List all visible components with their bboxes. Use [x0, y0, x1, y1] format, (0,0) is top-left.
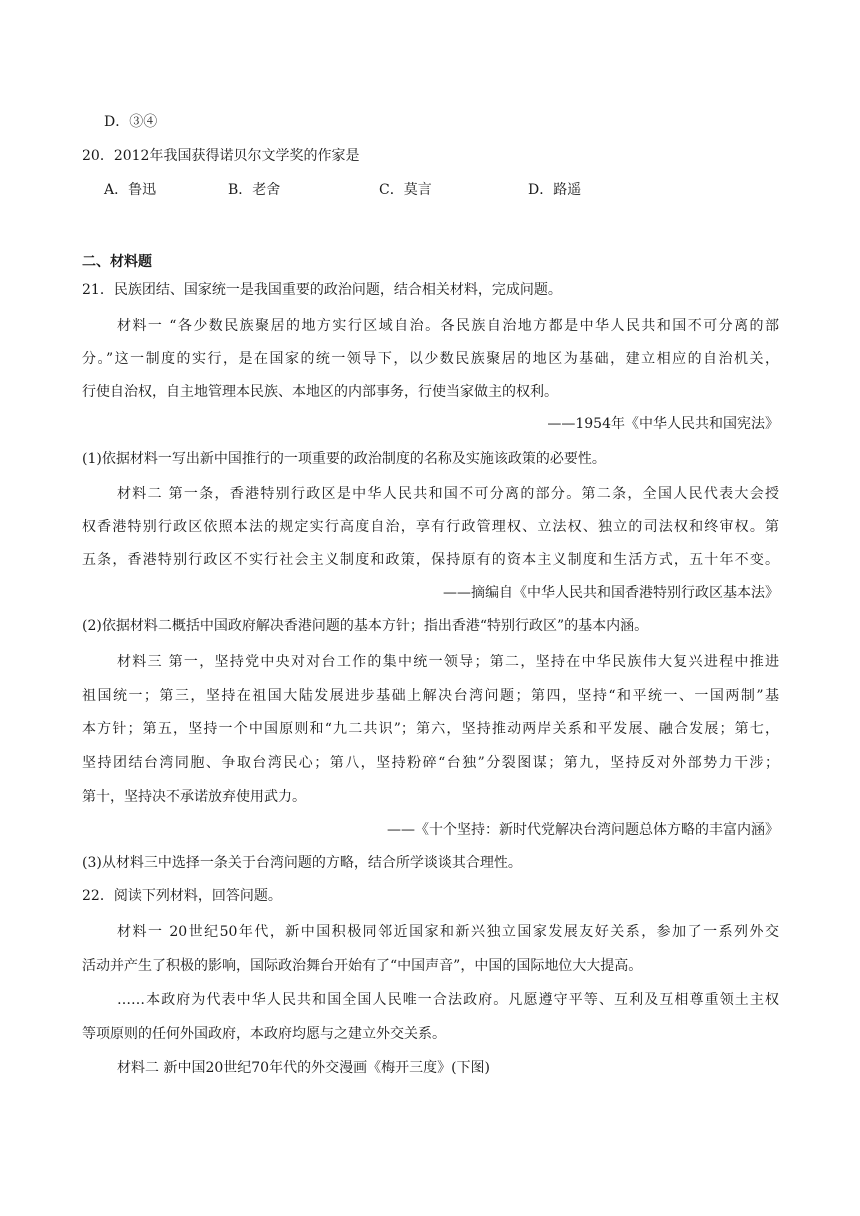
q22-material1-quote-line: ……本政府为代表中华人民共和国全国人民唯一合法政府。凡愿遵守平等、互利及互相尊重领土主权: [117, 992, 779, 1008]
q20-option-d: D．路遥: [528, 182, 582, 198]
q21-material3-source: ——《十个坚持：新时代党解决台湾问题总体方略的丰富内涵》: [387, 822, 779, 838]
q21-material1-line: 材料一 “各少数民族聚居的地方实行区域自治。各民族自治地方都是中华人民共和国不可分离的部: [117, 318, 779, 334]
q22-material2-line: 材料二 新中国20世纪70年代的外交漫画《梅开三度》(下图): [117, 1060, 491, 1076]
q21-stem: 21．民族团结、国家统一是我国重要的政治问题，结合相关材料，完成问题。: [82, 282, 562, 298]
q21-material2-line: 材料二 第一条，香港特别行政区是中华人民共和国不可分离的部分。第二条，全国人民代表大会授: [117, 486, 779, 502]
q21-material2-source: ——摘编自《中华人民共和国香港特别行政区基本法》: [443, 585, 779, 601]
q21-material1-source: ——1954年《中华人民共和国宪法》: [547, 416, 779, 432]
q21-question-1: (1)依据材料一写出新中国推行的一项重要的政治制度的名称及实施该政策的必要性。: [82, 451, 606, 467]
q21-material2-line: 权香港特别行政区依照本法的规定实行高度自治，享有行政管理权、立法权、独立的司法权和终审权。第: [82, 519, 779, 535]
q19-option-d: D．③④: [104, 114, 158, 130]
q21-material1-line: 分。”这一制度的实行，是在国家的统一领导下，以少数民族聚居的地区为基础，建立相应的自治机关，: [82, 351, 779, 367]
section-heading: 二、材料题: [82, 254, 152, 270]
q20-option-b: B．老舍: [228, 182, 281, 198]
q21-material3-line: 材料三 第一，坚持党中央对对台工作的集中统一领导；第二，坚持在中华民族伟大复兴进程中推进: [117, 654, 779, 670]
q21-question-3: (3)从材料三中选择一条关于台湾问题的方略，结合所学谈谈其合理性。: [82, 855, 522, 871]
q22-material1-line: 材料一 20世纪50年代，新中国积极同邻近国家和新兴独立国家发展友好关系，参加了一系列外交: [117, 924, 779, 940]
q20-option-c: C．莫言: [379, 182, 432, 198]
q22-stem: 22．阅读下列材料，回答问题。: [82, 888, 282, 904]
q21-question-2: (2)依据材料二概括中国政府解决香港问题的基本方针；指出香港“特别行政区”的基本内涵。: [82, 618, 649, 634]
q21-material3-line: 本方针；第五，坚持一个中国原则和“九二共识”；第六，坚持推动两岸关系和平发展、融合发展；第七，: [82, 721, 779, 737]
q21-material3-line: 第十，坚持决不承诺放弃使用武力。: [82, 789, 306, 805]
q22-material1-line: 活动并产生了积极的影响，国际政治舞台开始有了“中国声音”，中国的国际地位大大提高。: [82, 958, 643, 974]
q21-material3-line: 坚持团结台湾同胞、争取台湾民心；第八，坚持粉碎“台独”分裂图谋；第九，坚持反对外部势力干涉；: [82, 755, 779, 771]
q21-material3-line: 祖国统一；第三，坚持在祖国大陆发展进步基础上解决台湾问题；第四，坚持“和平统一、一国两制”基: [82, 688, 779, 704]
q22-material1-quote-line: 等项原则的任何外国政府，本政府均愿与之建立外交关系。: [82, 1026, 446, 1042]
q20-stem: 20．2012年我国获得诺贝尔文学奖的作家是: [82, 148, 360, 164]
q20-option-a: A．鲁迅: [104, 182, 157, 198]
q21-material1-line: 行使自治权，自主地管理本民族、本地区的内部事务，行使当家做主的权利。: [82, 384, 558, 400]
q21-material2-line: 五条，香港特别行政区不实行社会主义制度和政策，保持原有的资本主义制度和生活方式，五十年不变。: [82, 552, 779, 568]
